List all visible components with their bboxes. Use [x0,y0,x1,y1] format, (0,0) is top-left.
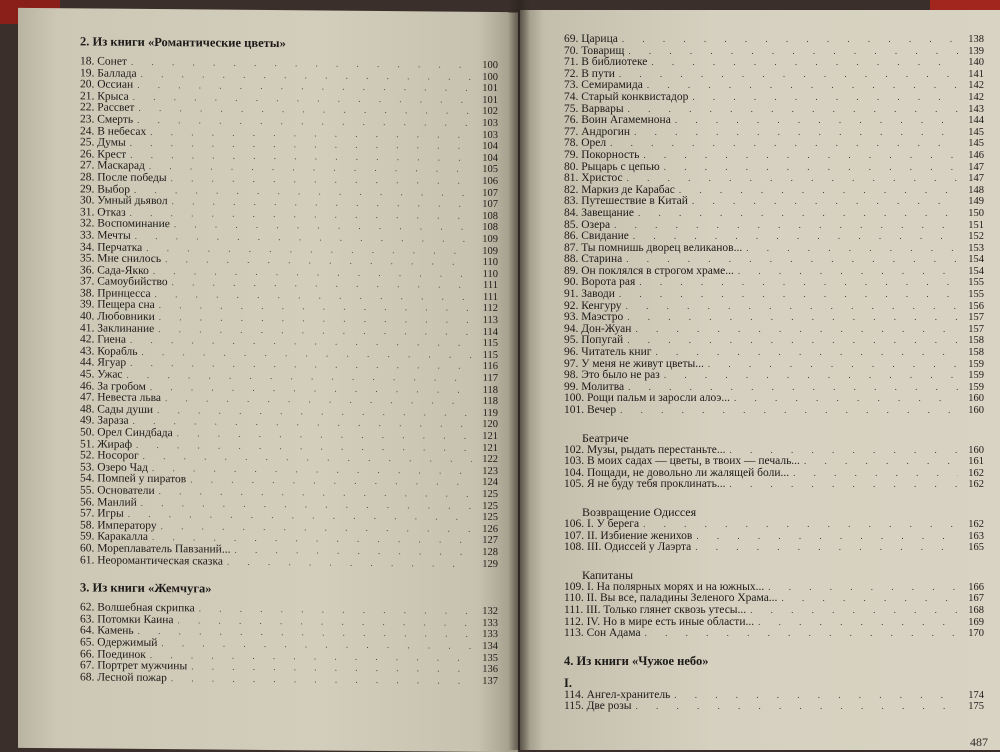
toc-entry [80,672,498,687]
entry-page-number: 149 [968,196,984,208]
dot-leader [619,69,958,81]
dot-leader [696,531,958,543]
toc-entry [564,208,984,220]
dot-leader [758,617,958,629]
entry-title: 28. После победы [80,171,167,185]
entry-page-number: 104 [482,152,498,164]
entry-page-number: 133 [482,629,498,641]
dot-leader [610,138,958,150]
entry-page-number: 154 [968,254,984,266]
right-toc-column [564,34,984,713]
dot-leader [655,347,958,359]
dot-leader [634,127,958,139]
entry-title: 58. Императору [80,519,157,532]
toc-entry [564,701,984,713]
entry-page-number: 161 [968,456,984,468]
entry-title: 96. Читатель книг [564,346,652,359]
toc-entry [564,162,984,174]
entry-page-number: 147 [968,161,984,173]
entry-title: 46. За гробом [80,379,146,393]
entry-title: 114. Ангел-хранитель [564,688,671,701]
entry-page-number: 100 [482,71,498,83]
entry-page-number: 162 [968,518,984,530]
entry-page-number: 107 [482,187,498,199]
dot-leader [750,605,958,617]
entry-title: 80. Рыцарь с цепью [564,160,660,173]
entry-title: 35. Мне снилось [80,252,162,266]
toc-entry [564,519,984,531]
entry-title: 49. Зараза [80,414,129,428]
toc-list [80,56,498,570]
entry-title: 19. Баллада [80,66,137,80]
dot-leader [708,359,958,371]
entry-page-number: 132 [482,605,498,618]
entry-title: 67. Портрет мужчины [80,659,188,673]
dot-leader [619,289,958,301]
dot-leader [620,405,958,417]
entry-title: 39. Пещера сна [80,298,155,312]
entry-page-number: 143 [968,103,984,115]
toc-list [564,34,984,417]
entry-page-number: 158 [968,335,984,347]
entry-title: 111. III. Только глянет сквозь утесы... [564,603,747,616]
toc-entry [564,347,984,359]
toc-entry [564,393,984,405]
subsection-title: Беатриче [582,430,629,445]
entry-page-number: 120 [482,419,498,431]
entry-title: 45. Ужас [80,368,123,381]
entry-page-number: 156 [968,300,984,312]
entry-title: 101. Вечер [564,404,617,416]
dot-leader [781,593,958,605]
dot-leader [692,196,958,208]
entry-title: 76. Воин Агамемнона [564,114,671,127]
entry-title: 62. Волшебная скрипка [80,601,195,615]
dot-leader [614,220,958,232]
entry-title: 36. Сада-Якко [80,264,149,277]
entry-page-number: 117 [482,372,498,385]
entry-title: 102. Музы, рыдать перестаньте... [564,443,726,456]
entry-page-number: 115 [482,338,498,350]
dot-leader [695,542,958,554]
entry-title: 93. Маэстро [564,311,624,324]
entry-page-number: 167 [968,593,984,605]
entry-title: 33. Мечты [80,229,131,242]
toc-entry [564,231,984,243]
entry-title: 42. Гиена [80,333,126,347]
section-title: 3. Из книги «Жемчуга» [80,580,212,596]
entry-title: 103. В моих садах — цветы, в твоих — печаль... [564,455,800,468]
book-gutter [508,0,530,750]
toc-entry [564,289,984,301]
entry-page-number: 157 [968,312,984,324]
entry-title: 82. Маркиз де Карабас [564,183,675,196]
entry-title: 87. Ты помнишь дворец великанов... [564,241,743,254]
entry-page-number: 155 [968,289,984,301]
entry-page-number: 159 [968,381,984,393]
entry-page-number: 145 [968,126,984,138]
dot-leader [643,519,958,531]
entry-page-number: 111 [483,291,498,303]
entry-page-number: 160 [968,444,984,456]
dot-leader [647,80,958,92]
dot-leader [729,479,958,491]
dot-leader [664,370,958,382]
entry-page-number: 125 [482,500,498,512]
entry-page-number: 125 [482,488,498,500]
entry-page-number: 125 [482,512,498,524]
entry-title: 23. Смерть [80,113,134,126]
entry-page-number: 109 [482,245,498,257]
entry-title: 74. Старый конквистадор [564,90,689,103]
entry-page-number: 169 [968,616,984,628]
entry-page-number: 141 [968,68,984,80]
dot-leader [628,46,958,58]
dot-leader [804,456,958,468]
entry-title: 77. Андрогин [564,125,631,138]
entry-page-number: 151 [968,219,984,231]
entry-page-number: 103 [482,117,498,129]
entry-title: 65. Одержимый [80,636,158,649]
entry-page-number: 110 [482,256,498,269]
dot-leader [635,324,958,336]
entry-page-number: 123 [482,465,498,477]
toc-entry [564,127,984,139]
entry-page-number: 153 [968,242,984,254]
entry-page-number: 139 [968,45,984,57]
entry-page-number: 101 [482,94,498,106]
entry-page-number: 162 [968,467,984,479]
entry-title: 112. IV. Но в мире есть иные области... [564,615,755,628]
entry-page-number: 137 [482,675,498,687]
dot-leader [738,266,958,278]
entry-title: 38. Принцесса [80,287,151,300]
entry-page-number: 146 [968,149,984,161]
entry-page-number: 103 [482,129,498,141]
toc-list [564,582,984,640]
toc-list [80,602,498,687]
entry-page-number: 166 [968,581,984,593]
entry-title: 109. I. На полярных морях и на южных... [564,580,765,593]
entry-title: 59. Каракалла [80,530,148,544]
entry-page-number: 104 [482,141,498,153]
entry-page-number: 129 [482,558,498,570]
dot-leader [692,92,958,104]
entry-title: 84. Завещание [564,206,634,219]
entry-title: 90. Ворота рая [564,276,636,289]
toc-entry [564,479,984,491]
toc-entry [564,92,984,104]
dot-leader [627,335,958,347]
toc-list [564,690,984,713]
entry-title: 88. Старина [564,253,623,266]
dot-leader [679,185,958,197]
toc-entry [564,150,984,162]
dot-leader [664,162,958,174]
entry-title: 75. Варвары [564,102,624,115]
entry-page-number: 162 [968,479,984,491]
entry-title: 83. Путешествие в Китай [564,195,688,208]
entry-page-number: 119 [482,407,498,419]
entry-page-number: 142 [968,80,984,92]
entry-title: 105. Я не буду тебя проклинать... [564,478,726,491]
entry-title: 21. Крыса [80,90,129,103]
toc-entry [564,405,984,417]
dot-leader [636,701,958,713]
entry-page-number: 168 [968,604,984,616]
entry-title: 47. Невеста льва [80,391,162,405]
entry-title: 69. Царица [564,33,618,45]
entry-title: 50. Орел Синдбада [80,426,173,440]
left-page [18,8,518,752]
dot-leader [675,115,958,127]
entry-title: 98. Это было не раз [564,369,660,382]
toc-entry [564,173,984,185]
page-number: 487 [970,735,988,749]
entry-title: 31. Отказ [80,206,126,219]
entry-title: 20. Оссиан [80,78,134,92]
toc-entry [564,605,984,617]
entry-title: 107. II. Избиение женихов [564,529,693,542]
entry-title: 41. Заклинание [80,322,155,335]
entry-page-number: 148 [968,184,984,196]
right-page [520,10,1000,750]
entry-page-number: 110 [482,268,498,280]
entry-title: 25. Думы [80,136,126,149]
entry-title: 115. Две розы [564,700,632,713]
entry-page-number: 121 [482,442,498,454]
entry-title: 27. Маскарад [80,159,145,173]
entry-title: 100. Рощи пальм и заросли алоэ... [564,392,730,405]
entry-page-number: 106 [482,175,498,187]
entry-page-number: 160 [968,405,984,416]
entry-page-number: 133 [482,617,498,629]
entry-title: 29. Выбор [80,182,130,196]
dot-leader [674,690,958,702]
entry-title: 110. II. Вы все, паладины Зеленого Храма... [564,592,778,605]
entry-page-number: 134 [482,640,498,652]
section-title: 2. Из книги «Романтические цветы» [80,34,286,51]
entry-page-number: 105 [482,164,498,176]
entry-page-number: 118 [482,396,498,408]
entry-title: 55. Основатели [80,484,155,497]
dot-leader [633,231,958,243]
entry-page-number: 136 [482,663,498,676]
toc-entry [564,628,984,640]
toc-entry [564,57,984,69]
entry-page-number: 175 [968,701,984,713]
entry-title: 97. У меня не живут цветы... [564,357,704,370]
entry-page-number: 116 [482,361,498,373]
entry-title: 37. Самоубийство [80,275,168,289]
entry-page-number: 112 [482,303,498,315]
toc-list [564,519,984,554]
entry-title: 95. Попугай [564,334,624,347]
entry-page-number: 138 [968,34,984,45]
entry-page-number: 159 [968,370,984,382]
entry-title: 106. I. У берега [564,517,640,530]
entry-page-number: 111 [483,280,498,292]
entry-title: 57. Игры [80,507,124,520]
entry-title: 30. Умный дьявол [80,194,168,208]
entry-title: 26. Крест [80,148,127,161]
entry-title: 81. Христос [564,172,623,185]
entry-page-number: 121 [482,430,498,443]
entry-page-number: 159 [968,358,984,370]
entry-title: 79. Покорность [564,148,640,161]
entry-title: 60. Мореплаватель Павзаний... [80,542,231,556]
entry-page-number: 101 [482,83,498,95]
dot-leader [627,312,958,324]
entry-page-number: 108 [482,210,498,222]
toc-entry [564,370,984,382]
entry-page-number: 163 [968,530,984,542]
entry-page-number: 114 [482,326,498,338]
entry-title: 53. Озеро Чад [80,461,149,474]
entry-page-number: 144 [968,115,984,127]
entry-title: 56. Манлий [80,495,137,509]
entry-page-number: 108 [482,222,498,234]
entry-page-number: 145 [968,138,984,150]
entry-title: 104. Пощади, не довольно ли жалящей боли... [564,466,790,479]
entry-page-number: 158 [968,347,984,359]
dot-leader [645,628,958,640]
entry-page-number: 170 [968,628,984,640]
entry-page-number: 127 [482,535,498,547]
dot-leader [639,277,958,289]
entry-page-number: 100 [482,59,498,72]
entry-page-number: 107 [482,198,498,211]
toc-entry [564,243,984,255]
entry-title: 68. Лесной пожар [80,671,167,684]
entry-page-number: 128 [482,546,498,558]
entry-page-number: 135 [482,652,498,664]
toc-entry [564,115,984,127]
entry-page-number: 157 [968,323,984,335]
entry-title: 73. Семирамида [564,79,643,92]
entry-page-number: 174 [968,689,984,701]
dot-leader [627,173,958,185]
entry-title: 86. Свидание [564,230,629,243]
entry-title: 52. Носорог [80,449,139,463]
entry-title: 66. Поединок [80,647,146,661]
entry-title: 63. Потомки Каина [80,613,174,626]
toc-entry [564,542,984,554]
entry-page-number: 122 [482,454,498,466]
toc-entry [564,34,984,46]
dot-leader [734,393,958,405]
dot-leader [768,582,958,594]
dot-leader [622,34,958,46]
subsection-title: Капитаны [582,567,634,582]
entry-title: 99. Молитва [564,380,625,393]
entry-page-number: 150 [968,207,984,219]
dot-leader [638,208,958,220]
dot-leader [227,556,472,570]
toc-list [564,445,984,491]
entry-page-number: 124 [482,477,498,489]
entry-title: 61. Неоромантическая сказка [80,553,223,568]
entry-title: 54. Помпей у пиратов [80,472,187,486]
dot-leader [793,468,958,480]
entry-title: 108. III. Одиссей у Лаэрта [564,541,692,554]
entry-page-number: 140 [968,57,984,69]
entry-title: 91. Заводи [564,288,615,301]
entry-page-number: 154 [968,265,984,277]
entry-title: 72. В пути [564,67,615,80]
entry-title: 70. Товарищ [564,44,625,57]
entry-title: 40. Любовники [80,310,155,324]
dot-leader [626,301,958,313]
entry-title: 24. В небесах [80,124,147,138]
entry-title: 94. Дон-Жуан [564,322,632,335]
entry-page-number: 115 [482,349,498,361]
entry-title: 32. Воспоминание [80,217,170,231]
entry-title: 43. Корабль [80,345,138,358]
entry-page-number: 147 [968,173,984,185]
entry-title: 85. Озера [564,218,611,231]
entry-title: 113. Сон Адама [564,627,641,640]
entry-title: 78. Орел [564,137,607,150]
dot-leader [643,150,958,162]
entry-title: 44. Ягуар [80,356,127,370]
entry-page-number: 126 [482,523,498,535]
section-title: 4. Из книги «Чужое небо» [564,653,709,668]
entry-page-number: 142 [968,91,984,103]
toc-entry [564,324,984,336]
entry-title: 51. Жираф [80,437,133,451]
dot-leader [651,57,958,69]
entry-title: 89. Он поклялся в строгом храме... [564,264,734,277]
entry-title: 18. Сонет [80,55,127,68]
dot-leader [628,104,958,116]
dot-leader [746,243,958,255]
entry-title: 48. Сады души [80,403,154,416]
left-toc-column [80,34,498,687]
toc-entry [564,301,984,313]
entry-title: 92. Кенгуру [564,299,622,312]
entry-title: 71. В библиотеке [564,56,648,69]
entry-page-number: 109 [482,233,498,245]
toc-entry [564,277,984,289]
subsection-title: Возвращение Одиссея [582,504,697,519]
entry-title: 22. Рассвет [80,101,135,115]
entry-page-number: 113 [482,314,498,327]
entry-page-number: 165 [968,542,984,554]
entry-page-number: 155 [968,277,984,289]
entry-page-number: 152 [968,231,984,243]
dot-leader [171,673,472,687]
entry-page-number: 118 [482,384,498,396]
part-title: I. [564,675,572,690]
entry-page-number: 160 [968,393,984,405]
entry-page-number: 102 [482,106,498,118]
entry-title: 34. Перчатка [80,240,143,254]
entry-title: 64. Камень [80,624,134,638]
